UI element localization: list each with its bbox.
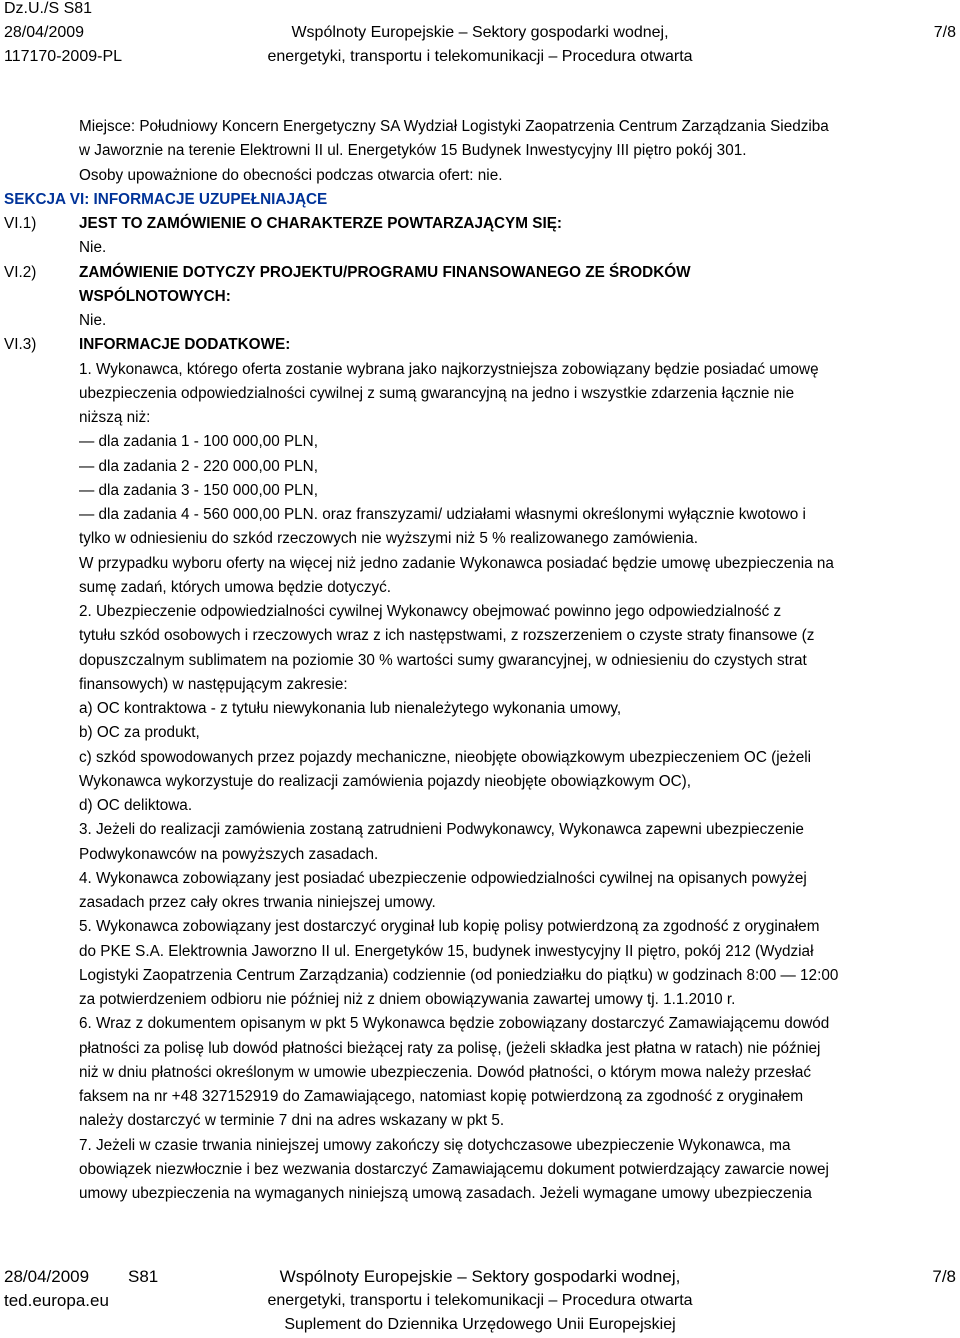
line-28: płatności za polisę lub dowód płatności bieżącej raty za polisę, (jeżeli składka jest płatna w ratach) nie później bbox=[79, 1039, 821, 1057]
line-5: — dla zadania 3 - 150 000,00 PLN, bbox=[79, 481, 318, 499]
section-vi1 bbox=[0, 212, 960, 261]
line-29: niż w dniu płatności określonym w umowie ubezpieczenia. Dowód płatności, o którym mowa należy przesłać bbox=[79, 1063, 812, 1081]
line-2: niższą niż: bbox=[79, 409, 151, 426]
line-16: c) szkód spowodowanych przez pojazdy mechaniczne, nieobjęte obowiązkowym ubezpieczeniem OC (jeżeli bbox=[79, 748, 812, 766]
section-vi2 bbox=[0, 261, 960, 334]
vi2-value: Nie. bbox=[79, 312, 107, 329]
line-0: 1. Wykonawca, którego oferta zostanie wybrana jako najkorzystniejsza zobowiązany będzie posiadać umowę bbox=[79, 360, 819, 378]
footer-title-line1: Wspólnoty Europejskie – Sektory gospodarki wodnej, bbox=[279, 1267, 681, 1286]
line-13: finansowych) w następującym zakresie: bbox=[79, 675, 348, 693]
line-12: dopuszczalnym sublimatem na poziomie 30 % wartości sumy gwarancyjnej, w odniesieniu do czystych strat bbox=[79, 651, 807, 669]
line-18: d) OC deliktowa. bbox=[79, 797, 193, 814]
opening-place-line2: w Jaworznie na terenie Elektrowni II ul. Energetyków 15 Budynek Inwestycyjny III piętro pokój 301. bbox=[79, 142, 747, 160]
vi1-number: VI.1) bbox=[4, 215, 37, 232]
line-20: Podwykonawców na powyższych zasadach. bbox=[79, 845, 379, 863]
vi3-title: INFORMACJE DODATKOWE: bbox=[79, 336, 291, 354]
header-page-number: 7/8 bbox=[933, 24, 956, 41]
line-17: Wykonawca wykorzystuje do realizacji zamówienia pojazdy nieobjęte obowiązkowym OC), bbox=[79, 772, 691, 790]
line-8: W przypadku wyboru oferty na więcej niż jedno zadanie Wykonawca posiadać będzie umowę ubezpieczenia na bbox=[79, 554, 834, 572]
opening-place-line1: Miejsce: Południowy Koncern Energetyczny SA Wydział Logistyki Zaopatrzenia Centrum Zarządzania Siedziba bbox=[79, 118, 829, 135]
journal-ref: Dz.U./S S81 bbox=[4, 0, 93, 17]
notice-body bbox=[0, 115, 960, 1206]
line-25: Logistyki Zaopatrzenia Centrum Zarządzania) codziennie (od poniedziałku do piątku) w godzinach 8:00 — 12:00 bbox=[79, 966, 839, 984]
notice-ref: 117170-2009-PL bbox=[4, 48, 123, 65]
line-15: b) OC za produkt, bbox=[79, 724, 200, 742]
line-24: do PKE S.A. Elektrownia Jaworzno II ul. Energetyków 15, budynek inwestycyjny II piętro, pokój 212 (Wydział bbox=[79, 942, 814, 960]
line-21: 4. Wykonawca zobowiązany jest posiadać ubezpieczenie odpowiedzialności cywilnej na opisanych powyżej bbox=[79, 869, 807, 887]
line-26: za potwierdzeniem odbioru nie później niż z dniem obowiązywania zawartej umowy tj. 1.1.2010 r. bbox=[79, 991, 736, 1008]
footer-site-link[interactable]: ted.europa.eu bbox=[4, 1291, 109, 1310]
footer-date: 28/04/2009 bbox=[4, 1267, 90, 1286]
header-title-line2: energetyki, transportu i telekomunikacji – Procedura otwarta bbox=[267, 48, 693, 65]
line-34: umowy ubezpieczenia na wymaganych niniejszą umową zasadach. Jeżeli wymagane umowy ubezpieczenia bbox=[79, 1185, 812, 1202]
line-32: 7. Jeżeli w czasie trwania niniejszej umowy zakończy się dotychczasowe ubezpieczenie Wykonawca, ma bbox=[79, 1136, 791, 1154]
vi2-number: VI.2) bbox=[4, 263, 37, 281]
footer-page-number: 7/8 bbox=[932, 1267, 956, 1286]
line-19: 3. Jeżeli do realizacji zamówienia zostaną zatrudnieni Podwykonawcy, Wykonawca zapewni ubezpieczenie bbox=[79, 821, 804, 839]
line-33: obowiązek niezwłocznie i bez wezwania dostarczyć Zamawiającemu dokument potwierdzający zawarcie nowej bbox=[79, 1160, 829, 1178]
line-22: zasadach przez cały okres trwania niniejszej umowy. bbox=[79, 894, 436, 911]
vi1-title: JEST TO ZAMÓWIENIE O CHARAKTERZE POWTARZAJĄCYM SIĘ: bbox=[79, 215, 562, 232]
line-23: 5. Wykonawca zobowiązany jest dostarczyć oryginał lub kopię polisy potwierdzoną za zgodność z oryginałem bbox=[79, 918, 820, 936]
vi3-number: VI.3) bbox=[4, 336, 37, 354]
line-6: — dla zadania 4 - 560 000,00 PLN. oraz franszyzami/ udziałami własnymi określonymi wyłącznie kwotowo i bbox=[79, 506, 806, 523]
line-11: tytułu szkód osobowych i rzeczowych wraz z ich następstwami, z rozszerzeniem o czyste straty finansowe (z bbox=[79, 627, 815, 645]
line-27: 6. Wraz z dokumentem opisanym w pkt 5 Wykonawca będzie zobowiązany dostarczyć Zamawiającemu dowód bbox=[79, 1015, 830, 1033]
line-30: faksem na nr +48 327152919 do Zamawiającego, natomiast kopię potwierdzoną za zgodność z oryginałem bbox=[79, 1088, 804, 1105]
vi1-value: Nie. bbox=[79, 239, 107, 257]
line-31: należy dostarczyć w terminie 7 dni na adres wskazany w pkt 5. bbox=[79, 1112, 505, 1130]
line-7: tylko w odniesieniu do szkód rzeczowych nie wyższymi niż 5 % realizowanego zamówienia. bbox=[79, 530, 698, 548]
vi2-title-line1: ZAMÓWIENIE DOTYCZY PROJEKTU/PROGRAMU FINANSOWANEGO ZE ŚRODKÓW bbox=[79, 263, 691, 281]
line-3: — dla zadania 1 - 100 000,00 PLN, bbox=[79, 433, 318, 451]
opening-place-line3: Osoby upoważnione do obecności podczas otwarcia ofert: nie. bbox=[79, 166, 503, 184]
vi2-title-line2: WSPÓLNOTOWYCH: bbox=[79, 287, 231, 305]
line-14: a) OC kontraktowa - z tytułu niewykonania lub nienależytego wykonania umowy, bbox=[79, 700, 622, 717]
header-title-line1: Wspólnoty Europejskie – Sektory gospodarki wodnej, bbox=[291, 24, 669, 41]
line-4: — dla zadania 2 - 220 000,00 PLN, bbox=[79, 457, 318, 475]
header-date: 28/04/2009 bbox=[4, 24, 85, 41]
line-1: ubezpieczenia odpowiedzialności cywilnej z sumą gwarancyjną na jedno i wszystkie zdarzenia łącznie nie bbox=[79, 384, 795, 402]
section-vi3 bbox=[0, 333, 960, 1206]
section-title: SEKCJA VI: INFORMACJE UZUPEŁNIAJĄCE bbox=[4, 190, 328, 208]
line-10: 2. Ubezpieczenie odpowiedzialności cywilnej Wykonawcy obejmować powinno jego odpowiedzialność z bbox=[79, 603, 782, 620]
footer-journal: S81 bbox=[128, 1267, 159, 1286]
footer-title-line2: energetyki, transportu i telekomunikacji – Procedura otwarta bbox=[267, 1292, 693, 1309]
footer-title-line3: Suplement do Dziennika Urzędowego Unii Europejskiej bbox=[284, 1316, 676, 1333]
line-9: sumę zadań, których umowa będzie dotyczyć. bbox=[79, 578, 392, 596]
